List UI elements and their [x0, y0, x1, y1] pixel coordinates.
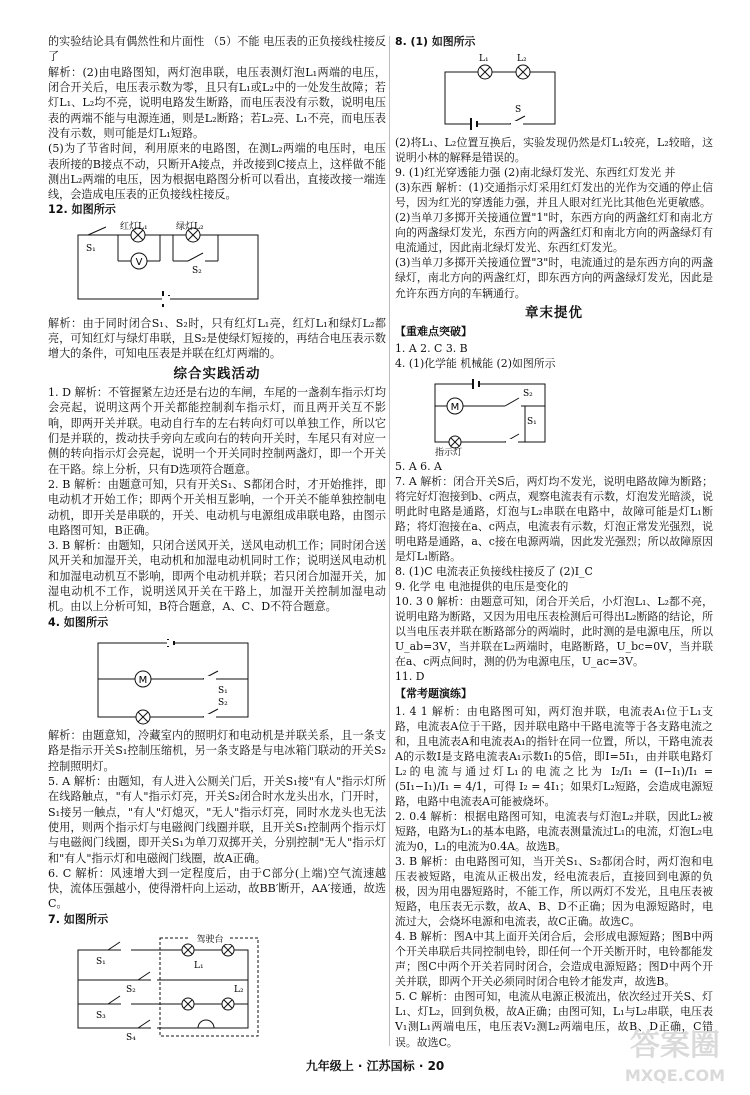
label-s1: S₁	[218, 686, 228, 696]
section-title: 综合实践活动	[173, 365, 261, 382]
answer-5: 5. A 解析：由题知，有人进入公厕关门后，开关S₁接"有人"指示灯所在线路触点，"有人"指示灯亮，开关S₂闭合时水龙头出水，门开时，S₁接另一触点，"有人"灯熄灭，"无人"指示灯亮，同时水龙头也无法使用，则两个指示灯与电磁阀门线圈并联，且开关S₁控制两个指示灯与电磁阀门线圈，即开关S₁为单刀双掷开关，分别控制"无人"指示灯和"有人"指示灯和电磁阀门线圈，故A正确。	[48, 774, 386, 865]
label-green-lamp: 绿灯L₂	[176, 221, 204, 232]
answer-11: 11. D	[395, 670, 425, 684]
answer-2: 2. B 解析：由题意可知，只有开关S₁、S都闭合时，才开始推拌，即电动机才开始工作；即两个开关相互影响，一个开关不能单独控制电动机，即开关是串联的，开关、电动机与电源组成串联电路，由图示电路图可知，B正确。	[48, 477, 386, 537]
label-s1: S₁	[96, 957, 106, 968]
label-l1: L₁	[194, 961, 204, 972]
label-s1: S₁	[86, 243, 96, 254]
label-s2: S₂	[126, 985, 136, 996]
left-column	[48, 34, 386, 1045]
question-8: 8. (1) 如图所示	[395, 35, 476, 48]
paragraph: (2)当单刀多掷开关接通位置"1"时，东西方向的两盏红灯和南北方向的两盏绿灯发光，东西方向的两盏红灯和南北方向的两盏绿灯有电流通过，因此南北绿灯发光、东西红灯发光。	[395, 211, 713, 255]
answer-1: 1. 4 1 解析：由电路图可知，两灯泡并联，电流表A₁位于L₁支路，电流表A位于干路，因并联电路中干路电流等于各支路电流之和，且电流表A和电流表A₁的指针在同一位置，所以，干路电流表A的示数I是支路电流表A₁示数I₁的5倍，即I=5I₁，由并联电路灯L₂的电流与通过灯L₁的电流之比为 I₂/I₁ = (I−I₁)/I₁ = (5I₁−I₁)/I₁ = 4/1，可得 I₂ = 4I₁；如果灯L₂短路，会造成电源短路，电路中电流表A可能被烧坏。	[395, 704, 713, 808]
label-red-lamp: 红灯L₁	[120, 221, 148, 232]
paragraph: (5)为了节省时间，利用原来的电路图，在测L₂两端的电压时，电压表所接的B接点不动，只断开A接点，并改接到C接点上，这样做不能测出L₂两端的电压，因为根据电路图分析可以看出，直接改接一端连线，会造成电压表的正负接线柱接反。	[48, 142, 386, 202]
answer-2: 2. 0.4 解析：根据电路图可知，电流表与灯泡L₂并联，因此L₂被短路，电路为L₁的基本电路，电流表测量流过L₁的电流，灯泡L₂电流为0，L₁的电流为0.4A。故选B。	[395, 809, 713, 853]
label-s2: S₂	[218, 698, 228, 708]
answer-4: 4. (1)化学能 机械能 (2)如图所示	[395, 356, 556, 370]
svg-text:MXQE.COM: MXQE.COM	[624, 1066, 726, 1085]
answer-1: 1. D 解析：不管握紧左边还是右边的车闸，车尾的一盏刹车指示灯均会亮起，说明这两个开关都能控制刹车指示灯，而且两开关互不影响，即两开关并联。电动自行车的左右转向灯可以单独工作，所以它们是并联的，拨动扶手旁向左或向右的转向开关时，车尾只有对应一侧的转向指示灯会亮起，说明一个开关同时控制两盏灯，即一个开关在干路。综上分析，只有D选项符合题意。	[48, 386, 386, 476]
answer-8: 8. (1)C 电流表正负接线柱接反了 (2)I_C	[395, 565, 593, 579]
answer-3: 3. B 解析：由题知，只闭合送风开关，送风电动机工作；同时闭合送风开关和加湿开关，电动机和加湿电动机同时工作；说明送风电动机和加湿电动机互不影响，即两个电动机并联；若只闭合加湿开关，加湿电动机不工作，说明送风开关在干路上，加湿开关控制加湿电动机。由以上分析可知，B符合题意，A、C、D不符合题意。	[48, 539, 386, 614]
answer-1-3: 1. A 2. C 3. B	[395, 341, 468, 355]
question-4: 4. 如图所示	[48, 615, 109, 629]
answer-5-6: 5. A 6. A	[395, 459, 442, 473]
paragraph: (3)当单刀多掷开关接通位置"3"时，电流通过的是东西方向的两盏绿灯，南北方向的两盏红灯，即东西方向的两盏绿灯发光，因此是允许东西方向的车辆通行。	[395, 256, 713, 300]
paragraph: (3)东西 解析：(1)交通指示灯采用红灯发出的光作为交通的停止信号，因为红光的穿透能力强，并且人眼对红光比其他色光更敏感。	[395, 181, 713, 210]
label-l2: L₂	[234, 985, 244, 996]
answer-5: 5. C 解析：由图可知，电流从电源正极流出，依次经过开关S、灯L₁、灯L₂，回到负极，故A正确；由图可知，L₁与L₂串联，电压表V₁测L₁两端电压，电压表V₂测L₂两端电压，故B、D正确，C错误。故选C。	[395, 990, 713, 1049]
label-s4: S₄	[126, 1033, 136, 1043]
subsection-title: 【重难点突破】	[395, 324, 472, 338]
answer-10: 10. 3 0 解析：由题意可知，闭合开关后，小灯泡L₁、L₂都不亮，说明电路为断路，又因为用电压表检测后可得出L₂断路的结论，所以当电压表并联在断路部分的两端时，此时测的是电源电压，所以U_ab=3V，当并联在L₂两端时，电路断路，U_bc=0V，当并联在a、c两点间时，测的仍为电源电压，U_ac=3V。	[395, 595, 713, 669]
svg-text:V: V	[135, 256, 143, 268]
watermark-logo	[610, 1015, 740, 1089]
paragraph: 的实验结论具有偶然性和片面性 （5）不能 电压表的正负接线柱接反了	[48, 35, 386, 64]
answer-7: 7. A 解析：闭合开关S后，两灯均不发光，说明电路故障为断路；将完好灯泡接到b、c两点，观察电流表有示数，灯泡发光暗淡，说明此时电路是通路，灯泡与L₂串联在电路中，故障可能是灯L₁断路；将灯泡接在a、c两点，电流表有示数，灯泡正常发光强烈，说明电路是通路，a、c接在电源两端，因此发光强烈；所以故障原因是灯L₁断路。	[395, 474, 714, 564]
label-s: S	[515, 105, 522, 116]
label-l2: L₂	[517, 54, 527, 65]
question-12: 12. 如图所示	[48, 203, 116, 217]
circuit-figure-4	[68, 633, 288, 725]
label-motor: M	[138, 675, 148, 686]
label-l1: L₁	[479, 54, 489, 65]
label-s3: S₃	[96, 1011, 106, 1022]
label-indicator-lamp: 指示灯	[435, 447, 463, 456]
subsection-title: 【常考题演练】	[395, 687, 472, 701]
svg-text:答案圈: 答案圈	[630, 1028, 720, 1063]
circuit-figure-4r	[415, 374, 575, 456]
answer-4: 4. B 解析：图A中其上面开关闭合后，会形成电源短路；图B中两个开关串联后共同控制电铃，即任何一个开关断开时，电铃都能发声；图C中两个开关若同时闭合，会造成电源短路；图D中两个开关并联，即两个开关必须同时闭合电铃才能发声，故选B。	[395, 930, 713, 989]
right-column	[395, 34, 713, 1050]
circuit-figure-7	[68, 930, 268, 1042]
paragraph: (2)将L₁、L₂位置互换后，实验发现仍然是灯L₁较亮，L₂较暗，这说明小林的解释是错误的。	[395, 136, 713, 165]
paragraph: 解析：由题意知，冷藏室内的照明灯和电动机是并联关系，且一条支路是指示开关S₁控制压缩机，另一条支路是与电冰箱门联动的开关S₂控制照明灯。	[48, 729, 386, 773]
answer-9: 9. 化学 电 电池提供的电压是变化的	[395, 580, 569, 594]
page-footer: 九年级上 · 江苏国标 · 20	[305, 1059, 445, 1073]
answer-9: 9. (1)红光穿透能力强 (2)南北绿灯发光、东西红灯发光 并	[395, 166, 676, 180]
section-title: 章末提优	[525, 304, 583, 321]
label-driver-seat: 驾驶台	[196, 935, 224, 946]
label-s2: S₂	[523, 388, 533, 399]
label-s2: S₂	[192, 265, 202, 276]
label-s1: S₁	[527, 416, 537, 427]
circuit-figure-12	[68, 221, 268, 313]
question-7: 7. 如图所示	[48, 912, 109, 926]
answer-3: 3. B 解析：由电路图可知，当开关S₁、S₂都闭合时，两灯泡和电压表被短路，电流从正极出发，经电流表后，直接回到电源的负极，因为用电器短路时，不能工作，所以两灯不发光，且电压表被短路，电压表无示数，故A、B、D不正确；因为电源短路时，电流过大，会烧坏电源和电流表，故C正确。故选C。	[395, 854, 713, 929]
paragraph: 解析：(2)由电路图知，两灯泡串联，电压表测灯泡L₁两端的电压，闭合开关后，电压表示数为零，且只有L₁或L₂中的一处发生故障；若灯L₁、L₂均不亮，说明电路发生断路，而电压表没有示数，说明电压表的两端不能与电源连通，则是L₂断路；若L₂亮、L₁不亮，而电压表没有示数，则可能是灯L₁短路。	[48, 65, 386, 140]
column-divider	[389, 36, 390, 1046]
answer-6: 6. C 解析：风速增大到一定程度后，由于C部分(上端)空气流速越快，流体压强越小，使得滑杆向上运动，故BB′断开，AA′接通，故选C。	[48, 866, 386, 911]
paragraph: 解析：由于同时闭合S₁、S₂时，只有红灯L₁亮，红灯L₁和绿灯L₂都亮，可知红灯与绿灯串联，且S₂是使绿灯短接的，再结合电压表示数增大的条件，可知电压表是并联在红灯两端的。	[48, 316, 386, 361]
label-motor: M	[450, 401, 460, 413]
circuit-figure-8	[415, 52, 585, 132]
